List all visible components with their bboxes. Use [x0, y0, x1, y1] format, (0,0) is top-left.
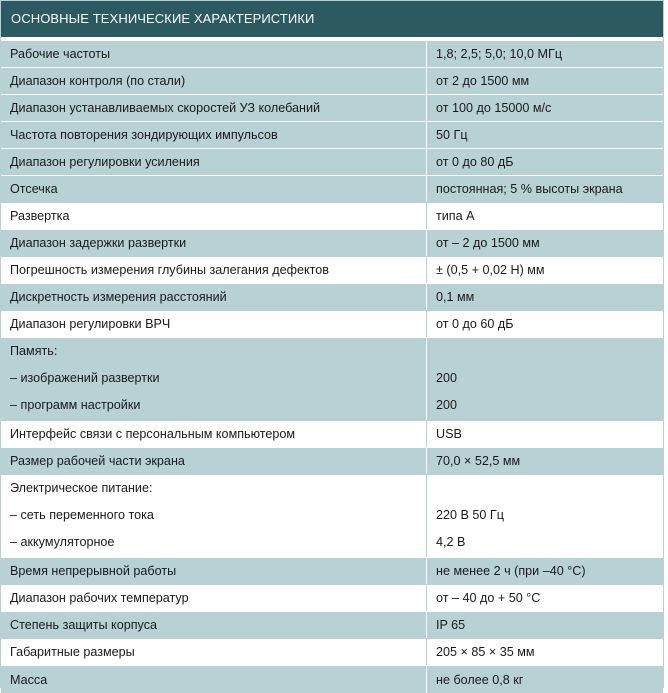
param-value [427, 338, 663, 420]
param-name: Частота повторения зондирующих импульсов [1, 122, 427, 148]
param-name: Развертка [1, 203, 427, 229]
table-row-power [1, 474, 663, 557]
param-name: Степень защиты корпуса [1, 612, 427, 638]
table-row [1, 557, 663, 584]
table-row [1, 202, 663, 229]
param-value: типа А [436, 209, 475, 223]
table-row [1, 283, 663, 310]
memory-item-value: 200 [436, 398, 458, 412]
param-value: 1,8; 2,5; 5,0; 10,0 МГц [436, 47, 563, 61]
param-value: 50 Гц [436, 128, 468, 142]
param-name: Диапазон рабочих температур [1, 585, 427, 611]
table-row [1, 40, 663, 67]
memory-item-name: – программ настройки [10, 398, 141, 412]
param-value: от – 2 до 1500 мм [436, 236, 540, 250]
param-value: USB [436, 427, 462, 441]
param-value [427, 475, 663, 557]
table-row [1, 638, 663, 665]
table-row [1, 121, 663, 148]
param-value: от – 40 до + 50 °С [436, 591, 541, 605]
param-value: от 2 до 1500 мм [436, 74, 530, 88]
param-value: постоянная; 5 % высоты экрана [436, 182, 623, 196]
param-name: Отсечка [1, 176, 427, 202]
power-item-value: 220 В 50 Гц [436, 508, 504, 522]
param-name: Интерфейс связи с персональным компьютером [1, 421, 427, 447]
power-item-name: – аккумуляторное [10, 535, 115, 549]
memory-item-value: 200 [436, 371, 458, 385]
power-item-name: – сеть переменного тока [10, 508, 154, 522]
power-item-value: 4,2 В [436, 535, 466, 549]
table-row [1, 665, 663, 693]
param-name: Размер рабочей части экрана [1, 448, 427, 474]
memory-label: Память: [10, 344, 58, 358]
param-value: от 0 до 80 дБ [436, 155, 514, 169]
table-row [1, 611, 663, 638]
table-row [1, 584, 663, 611]
param-value: ± (0,5 + 0,02 Н) мм [436, 263, 545, 277]
param-value: от 100 до 15000 м/с [436, 101, 552, 115]
param-value: 205 × 85 × 35 мм [436, 645, 535, 659]
param-name: Диапазон регулировки усиления [1, 149, 427, 175]
param-name: Габаритные размеры [1, 639, 427, 665]
table-row [1, 67, 663, 94]
param-name: Погрешность измерения глубины залегания дефектов [1, 257, 427, 283]
param-name [1, 475, 427, 557]
param-value: от 0 до 60 дБ [436, 317, 514, 331]
param-name: Диапазон устанавливаемых скоростей УЗ колебаний [1, 95, 427, 121]
power-label: Электрическое питание: [10, 481, 153, 495]
table-row [1, 94, 663, 121]
param-value: IP 65 [436, 618, 466, 632]
param-name: Рабочие частоты [1, 41, 427, 67]
param-name: Диапазон регулировки ВРЧ [1, 311, 427, 337]
table-row [1, 175, 663, 202]
table-row [1, 420, 663, 447]
param-name: Масса [1, 666, 427, 693]
table-row [1, 256, 663, 283]
param-name: Диапазон задержки развертки [1, 230, 427, 256]
memory-item-name: – изображений развертки [10, 371, 160, 385]
param-name: Время непрерывной работы [1, 558, 427, 584]
param-name: Диапазон контроля (по стали) [1, 68, 427, 94]
table-row-memory [1, 337, 663, 420]
param-value: не менее 2 ч (при –40 °С) [436, 564, 586, 578]
param-value: не более 0,8 кг [436, 672, 524, 687]
param-value: 0,1 мм [436, 290, 475, 304]
table-title: ОСНОВНЫЕ ТЕХНИЧЕСКИЕ ХАРАКТЕРИСТИКИ [1, 1, 663, 40]
param-value: 70,0 × 52,5 мм [436, 454, 521, 468]
table-row [1, 447, 663, 474]
table-row [1, 229, 663, 256]
table-row [1, 148, 663, 175]
table-row [1, 310, 663, 337]
param-name [1, 338, 427, 420]
param-name: Дискретность измерения расстояний [1, 284, 427, 310]
